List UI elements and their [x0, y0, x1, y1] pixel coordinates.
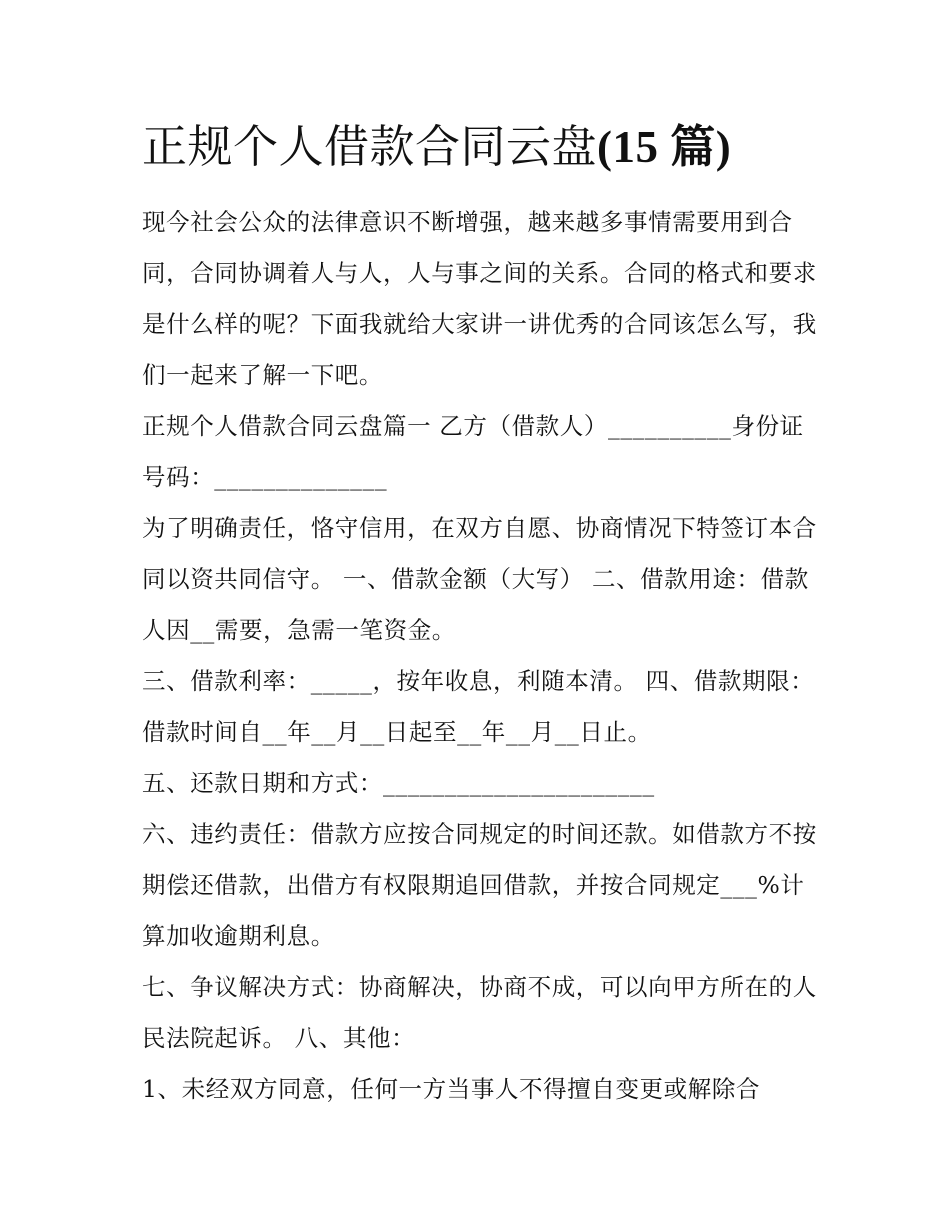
clause-purpose: 为了明确责任，恪守信用，在双方自愿、协商情况下特签订本合同以资共同信守。 一、借款金额（大写） 二、借款用途：借款人因__需要，急需一笔资金。	[142, 514, 817, 644]
section-one-header: 正规个人借款合同云盘篇一 乙方（借款人）__________身份证号码：______________	[142, 412, 804, 491]
intro-paragraph: 现今社会公众的法律意识不断增强，越来越多事情需要用到合同，合同协调着人与人，人与事之间的关系。合同的格式和要求是什么样的呢？下面我就给大家讲一讲优秀的合同该怎么写，我们一起来了解一下吧。	[142, 208, 817, 389]
clause-dispute: 七、争议解决方式：协商解决，协商不成，可以向甲方所在的人民法院起诉。 八、其他：	[142, 973, 817, 1052]
title-text: 正规个人借款合同云盘	[142, 120, 598, 173]
clause-breach: 六、违约责任：借款方应按合同规定的时间还款。如借款方不按期偿还借款，出借方有权限期追回借款，并按合同规定___%计算加收逾期利息。	[142, 820, 817, 950]
clause-repayment: 五、还款日期和方式：______________________	[142, 769, 655, 797]
clause-interest-term: 三、借款利率：_____，按年收息，利随本清。 四、借款期限：借款时间自__年__月__日起至__年__月__日止。	[142, 667, 815, 746]
document-body	[142, 197, 822, 1115]
document-page	[142, 0, 822, 1115]
title-count: (15 篇)	[597, 122, 732, 172]
document-title	[142, 0, 822, 177]
clause-other-1: 1、未经双方同意，任何一方当事人不得擅自变更或解除合	[142, 1075, 761, 1103]
